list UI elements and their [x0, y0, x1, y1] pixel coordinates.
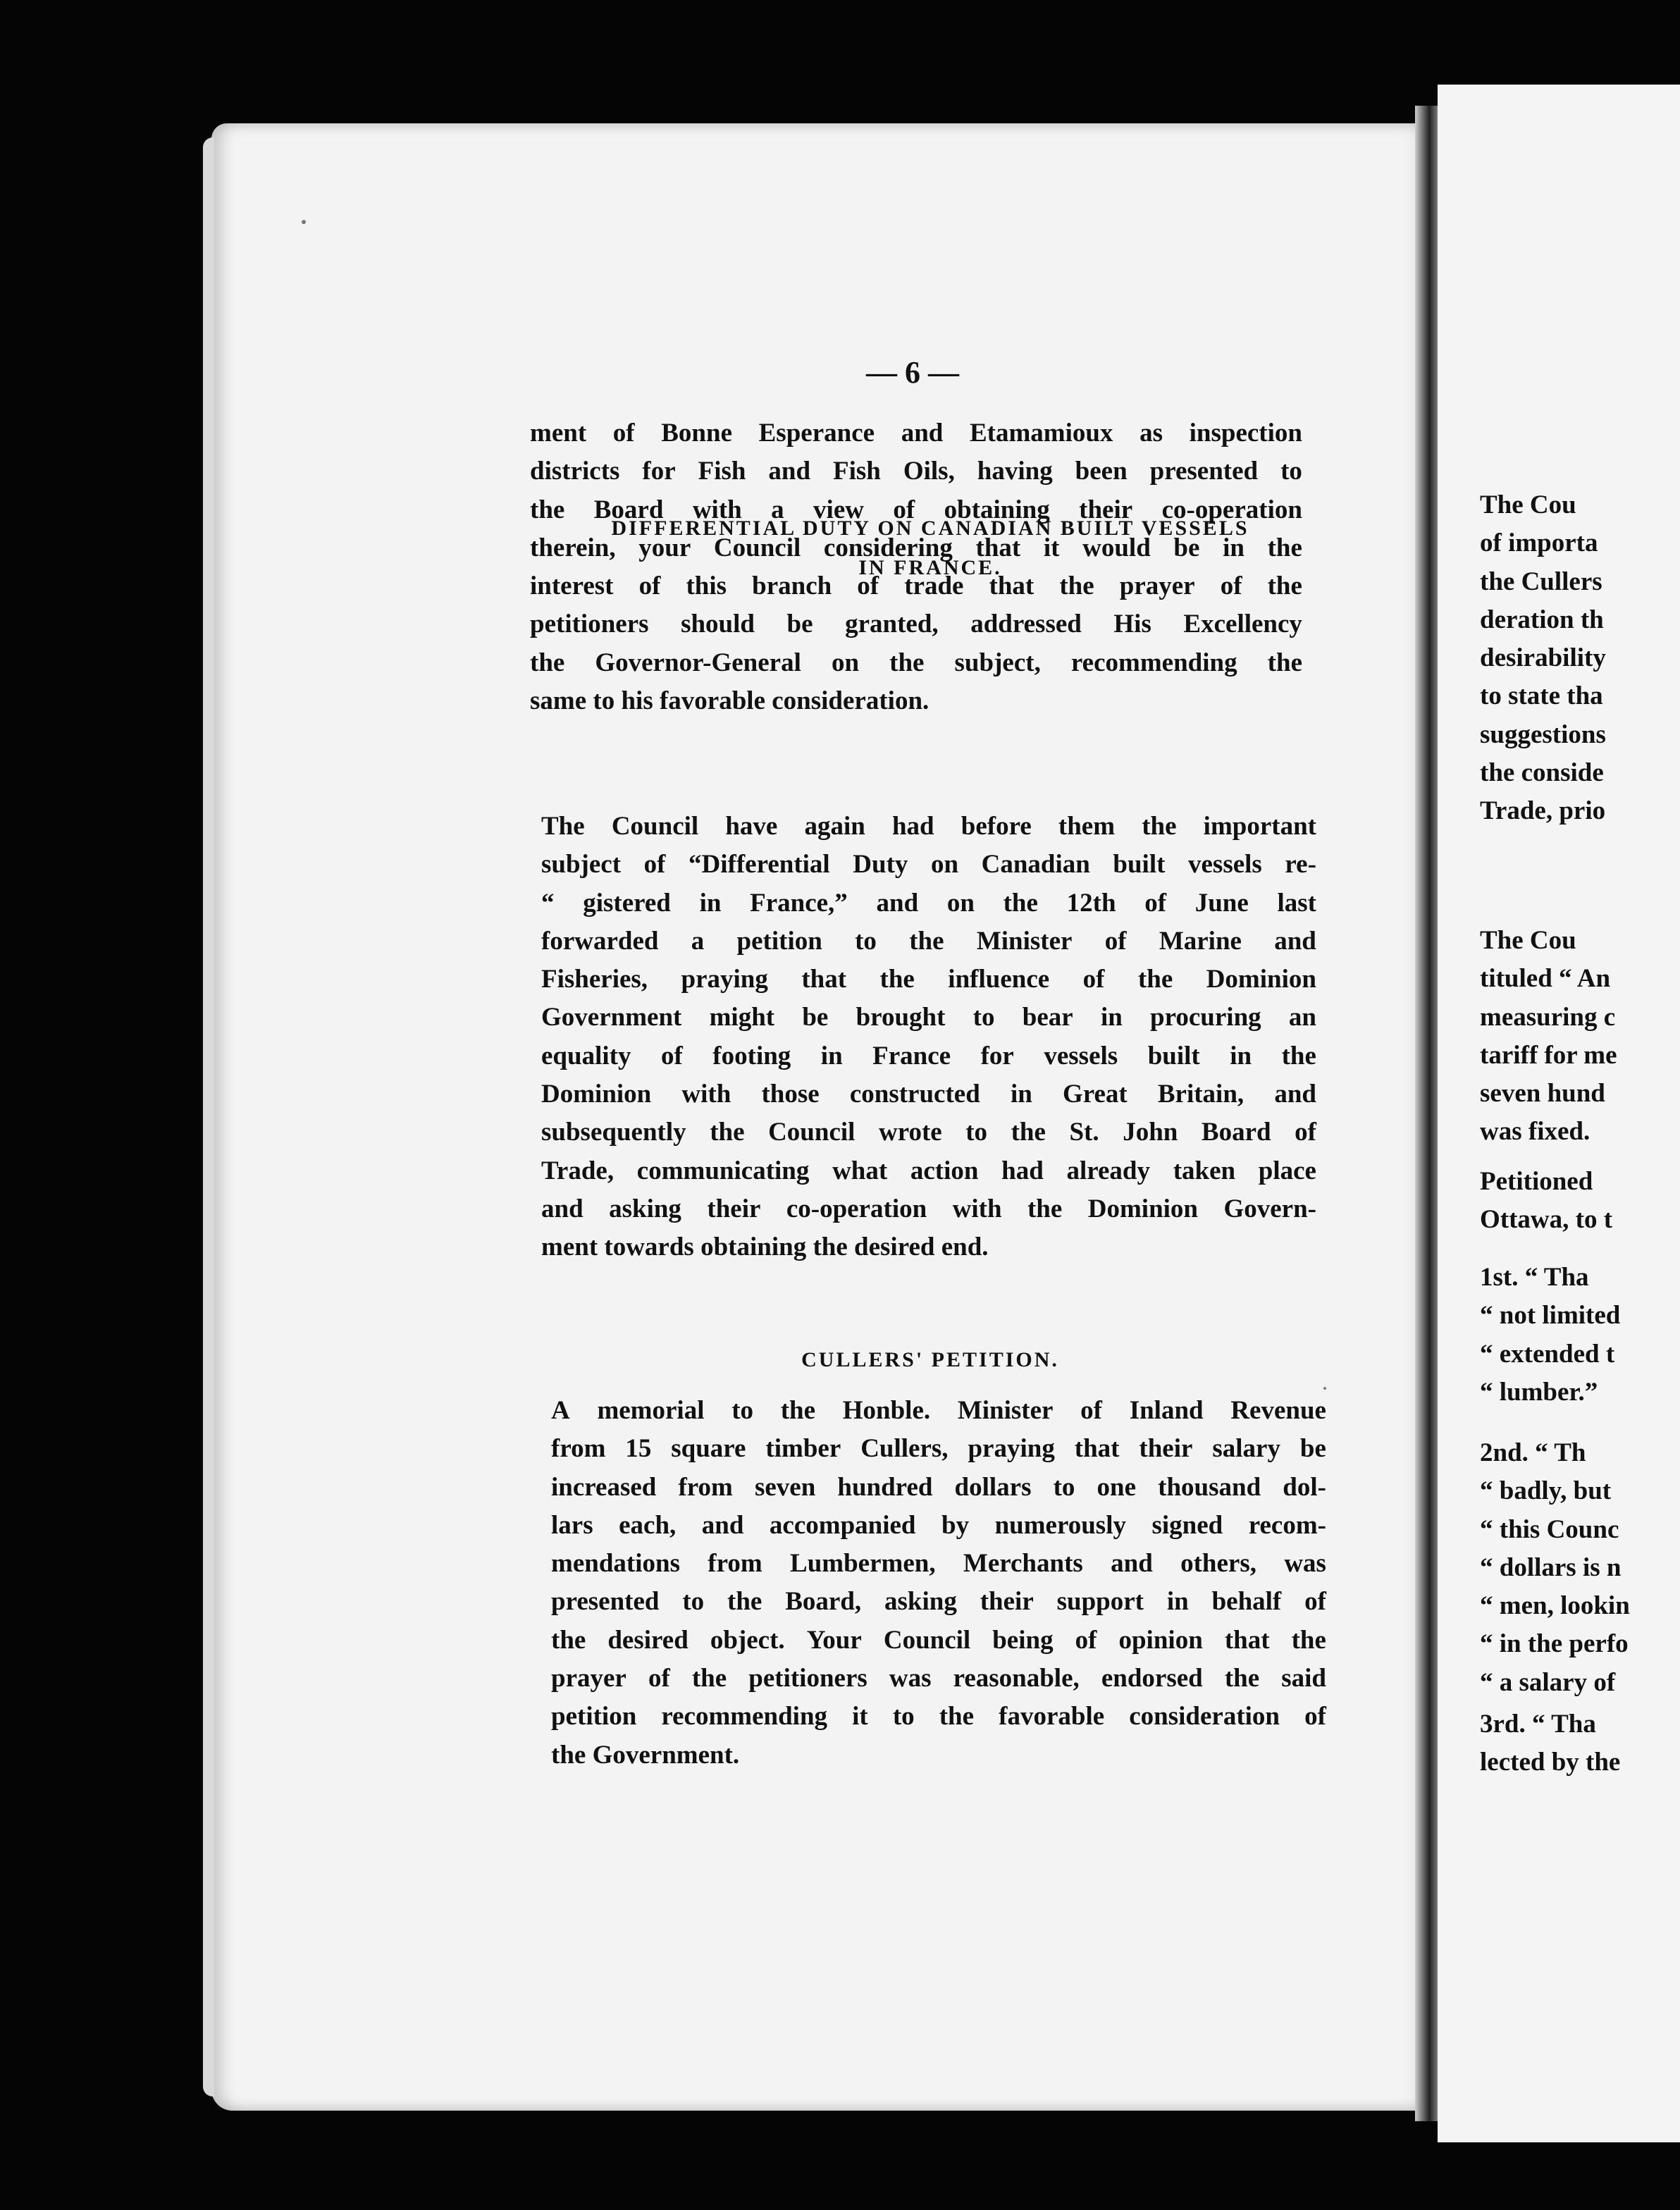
paragraph-bonne-esperance-line: ment of Bonne Esperance and Etamamioux as inspection	[530, 419, 1302, 447]
right-text-line: seven hund	[1480, 1079, 1605, 1109]
right-text-line: Petitioned	[1480, 1167, 1593, 1196]
heading-cullers-petition-line: CULLERS' PETITION.	[801, 1348, 1059, 1371]
right-text-line: Ottawa, to t	[1480, 1205, 1613, 1235]
paragraph-cullers-petition-line: prayer of the petitioners was reasonable, endorsed the said	[551, 1664, 1326, 1693]
right-text-line: lected by the	[1480, 1748, 1621, 1777]
paragraph-cullers-petition-line: increased from seven hundred dollars to one thousand dol-	[551, 1472, 1326, 1502]
right-text-line: The Cou	[1480, 490, 1576, 519]
paragraph-bonne-esperance-line: therein, your Council considering that it would be in the	[530, 533, 1302, 562]
paragraph-differential-duty-line: The Council have again had before them the important	[541, 812, 1316, 841]
right-text-line: “ dollars is n	[1480, 1552, 1622, 1582]
paragraph-cullers-petition-line: the desired object. Your Council being of opinion that the	[551, 1625, 1326, 1655]
paragraph-bonne-esperance-line: districts for Fish and Fish Oils, having been presented to	[530, 457, 1302, 486]
paragraph-cullers-petition-line: presented to the Board, asking their support in behalf of	[551, 1587, 1326, 1617]
right-text-line: 1st. “ Tha	[1480, 1263, 1589, 1292]
right-text-block-5	[1480, 1434, 1630, 1702]
right-text-line: “ lumber.”	[1480, 1377, 1598, 1407]
right-text-line: “ men, lookin	[1480, 1591, 1630, 1621]
right-text-line: desirability	[1480, 643, 1606, 673]
right-text-block-3	[1480, 1163, 1612, 1240]
right-text-line: “ a salary of	[1480, 1667, 1616, 1697]
paragraph-differential-duty-line: subsequently the Council wrote to the St. John Board of	[541, 1118, 1316, 1147]
right-text-line: “ not limited	[1480, 1301, 1621, 1331]
paragraph-bonne-esperance-line: petitioners should be granted, addressed His Excellency	[530, 610, 1302, 639]
right-text-line: suggestions	[1480, 720, 1606, 749]
right-text-block-2	[1480, 922, 1617, 1152]
right-text-line: tariff for me	[1480, 1040, 1617, 1070]
right-text-line: “ badly, but	[1480, 1476, 1612, 1506]
paragraph-bonne-esperance-line: the Board with a view of obtaining their co-operation	[530, 495, 1302, 524]
paragraph-differential-duty-line: Fisheries, praying that the influence of the Dominion	[541, 965, 1316, 994]
right-text-line: the Cullers	[1480, 567, 1602, 596]
right-text-line: deration th	[1480, 605, 1604, 634]
right-text-line: 2nd. “ Th	[1480, 1438, 1586, 1467]
right-text-line: 3rd. “ Tha	[1480, 1710, 1596, 1739]
heading-differential-duty-line: DIFFERENTIAL DUTY ON CANADIAN BUILT VESSELS	[611, 517, 1249, 540]
paragraph-differential-duty-line: subject of “Differential Duty on Canadian built vessels re-	[541, 850, 1316, 879]
right-text-block-6	[1480, 1705, 1620, 1782]
right-text-line: Trade, prio	[1480, 796, 1606, 826]
paragraph-differential-duty-line: equality of footing in France for vessels built in the	[541, 1041, 1316, 1070]
right-text-line: measuring c	[1480, 1002, 1616, 1032]
paragraph-cullers-petition-line: from 15 square timber Cullers, praying that their salary be	[551, 1434, 1326, 1464]
paragraph-differential-duty-line: ment towards obtaining the desired end.	[541, 1233, 989, 1262]
paragraph-differential-duty-line: forwarded a petition to the Minister of Marine and	[541, 926, 1316, 956]
paragraph-differential-duty	[541, 808, 1316, 1267]
heading-differential-duty-line: IN FRANCE.	[858, 556, 1002, 579]
paragraph-bonne-esperance-line: same to his favorable consideration.	[530, 686, 929, 716]
right-text-line: tituled “ An	[1480, 964, 1611, 994]
scan-speck	[1323, 1387, 1326, 1390]
heading-cullers-petition	[550, 1340, 1311, 1380]
paragraph-cullers-petition	[551, 1392, 1326, 1774]
paragraph-differential-duty-line: Trade, communicating what action had already taken place	[541, 1156, 1316, 1185]
right-text-line: “ in the perfo	[1480, 1629, 1629, 1659]
right-page	[1438, 85, 1680, 2142]
page-number: — 6 —	[866, 355, 959, 390]
right-text-block-4	[1480, 1259, 1620, 1412]
right-text-line: to state tha	[1480, 681, 1603, 711]
heading-differential-duty	[550, 509, 1311, 588]
paragraph-differential-duty-line: Dominion with those constructed in Great Britain, and	[541, 1080, 1316, 1109]
book-gutter	[1415, 106, 1439, 2121]
paragraph-bonne-esperance-line: interest of this branch of trade that the prayer of the	[530, 572, 1302, 601]
right-text-line: was fixed.	[1480, 1117, 1591, 1147]
paragraph-bonne-esperance-line: the Governor-General on the subject, recommending the	[530, 648, 1302, 677]
right-text-line: of importa	[1480, 529, 1598, 558]
paragraph-cullers-petition-line: mendations from Lumbermen, Merchants and others, was	[551, 1549, 1326, 1579]
paragraph-differential-duty-line: and asking their co-operation with the Dominion Govern-	[541, 1194, 1316, 1223]
paragraph-cullers-petition-line: petition recommending it to the favorable consideration of	[551, 1702, 1326, 1731]
paragraph-differential-duty-line: “ gistered in France,” and on the 12th of June last	[541, 888, 1316, 918]
right-text-line: “ this Counc	[1480, 1514, 1619, 1544]
right-text-line: “ extended t	[1480, 1339, 1615, 1369]
paragraph-cullers-petition-line: lars each, and accompanied by numerously signed recom-	[551, 1510, 1326, 1540]
right-text-line: the conside	[1480, 758, 1604, 788]
right-text-block-1	[1480, 486, 1606, 831]
paragraph-cullers-petition-line: the Government.	[551, 1740, 740, 1770]
paragraph-cullers-petition-line: A memorial to the Honble. Minister of Inland Revenue	[551, 1396, 1326, 1425]
scan-speck	[302, 220, 306, 224]
paragraph-differential-duty-line: Government might be brought to bear in procuring an	[541, 1003, 1316, 1032]
right-text-line: The Cou	[1480, 926, 1576, 955]
